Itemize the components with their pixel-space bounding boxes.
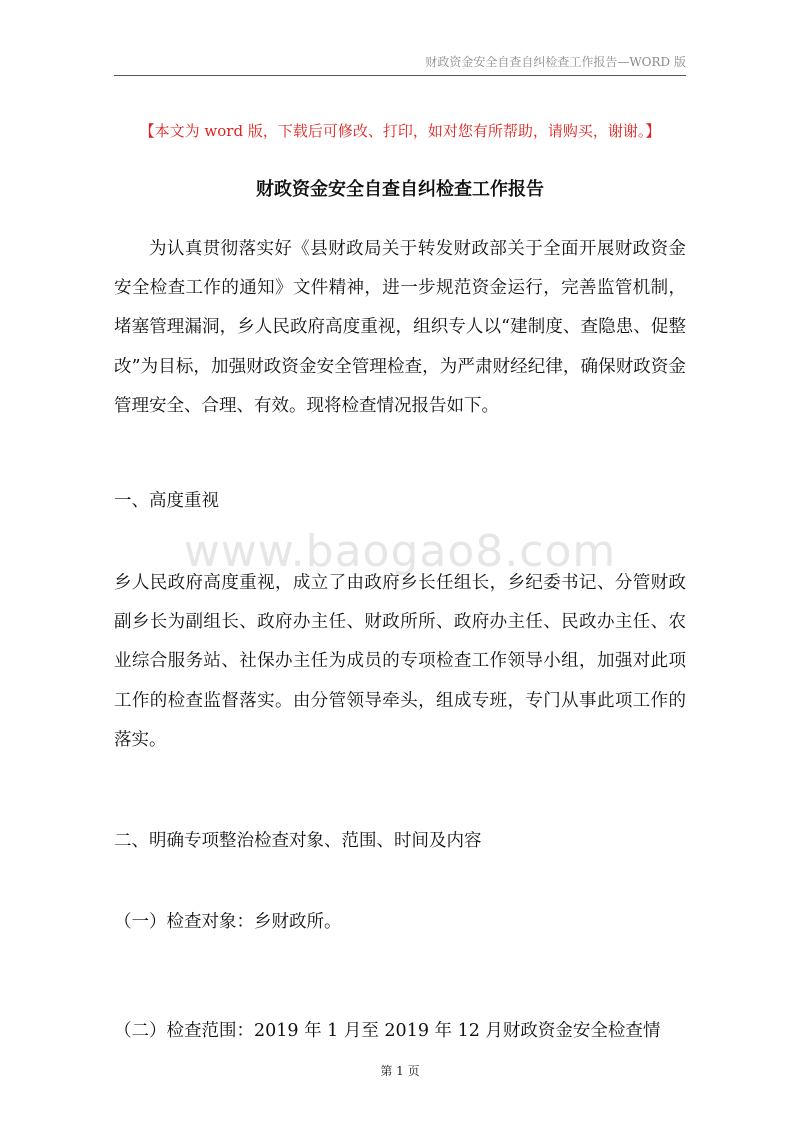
watermark: www.baogao8.com xyxy=(183,526,617,577)
section-1-paragraph: 乡人民政府高度重视，成立了由政府乡长任组长，乡纪委书记、分管财政副乡长为副组长、政府办主任、财政所所、政府办主任、民政办主任、农业综合服务站、社保办主任为成员的专项检查工作领导小组，加强对此项工作的检查监督落实。由分管领导牵头，组成专班，专门从事此项工作的落实。 xyxy=(114,573,686,750)
intro-paragraph: 为认真贯彻落实好《县财政局关于转发财政部关于全面开展财政资金安全检查工作的通知》文件精神，进一步规范资金运行，完善监管机制，堵塞管理漏洞，乡人民政府高度重视，组织专人以“建制度、查隐患、促整改”为目标，加强财政资金安全管理检查，为严肃财经纪律，确保财政资金管理安全、合理、有效。现将检查情况报告如下。 xyxy=(114,239,686,416)
document-title: 财政资金安全自查自纠检查工作报告 xyxy=(256,179,544,200)
section-2-heading: 二、明确专项整治检查对象、范围、时间及内容 xyxy=(114,831,482,851)
list-item-inspection-target: （一）检查对象：乡财政所。 xyxy=(114,912,342,932)
page-number: 第 1 页 xyxy=(380,1064,420,1078)
download-notice: 【本文为 word 版，下载后可修改、打印，如对您有所帮助，请购买，谢谢。】 xyxy=(139,122,661,140)
running-header: 财政资金安全自查自纠检查工作报告—WORD 版 xyxy=(425,55,686,69)
section-1-heading: 一、高度重视 xyxy=(114,491,219,511)
list-item-inspection-scope: （二）检查范围：2019 年 1 月至 2019 年 12 月财政资金安全检查情 xyxy=(114,1021,661,1041)
header-divider xyxy=(114,75,686,76)
